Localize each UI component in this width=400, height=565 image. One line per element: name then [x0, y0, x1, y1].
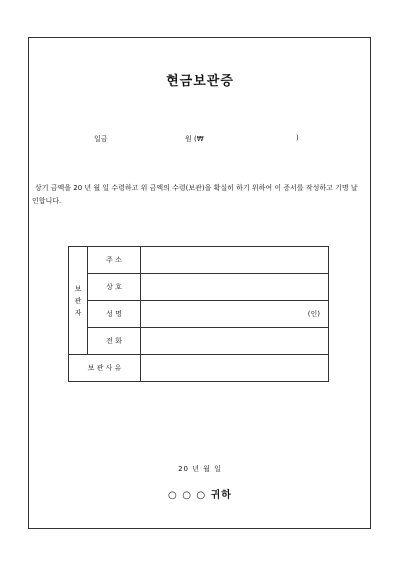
custodian-table: [68, 246, 329, 382]
recipient-line: ○ ○ ○ 귀하: [168, 490, 232, 501]
amount-label: 일금: [94, 135, 108, 143]
reason-label: 보 관 사 유: [69, 355, 141, 382]
statement-text: 상기 금액을 20 년 월 일 수령하고 위 금액의 수령(보관)을 확실히 하기 위하여 이 증서를 작성하고 기명 날인합니다.: [32, 184, 358, 205]
field-value-name-seal: (인): [141, 301, 329, 328]
amount-won-label: 원 (₩: [185, 135, 204, 143]
field-label-phone: 전 화: [88, 328, 141, 355]
field-label-company: 상 호: [88, 274, 141, 301]
table-row: [69, 301, 329, 328]
custodian-group-label: [69, 247, 88, 355]
custodian-group-text: 보 관 자: [74, 284, 82, 317]
table-row: [69, 328, 329, 355]
document-title: 현금보관증: [166, 74, 234, 89]
table-row: [69, 247, 329, 274]
table-row: [69, 274, 329, 301]
table-row: [69, 355, 329, 382]
reason-value: [141, 355, 329, 382]
field-value-address: [141, 247, 329, 274]
field-value-phone: [141, 328, 329, 355]
field-label-name: 성 명: [88, 301, 141, 328]
amount-close-paren: ): [296, 134, 299, 142]
field-value-company: [141, 274, 329, 301]
field-label-address: 주 소: [88, 247, 141, 274]
date-line: 20 년 월 일: [178, 465, 222, 473]
